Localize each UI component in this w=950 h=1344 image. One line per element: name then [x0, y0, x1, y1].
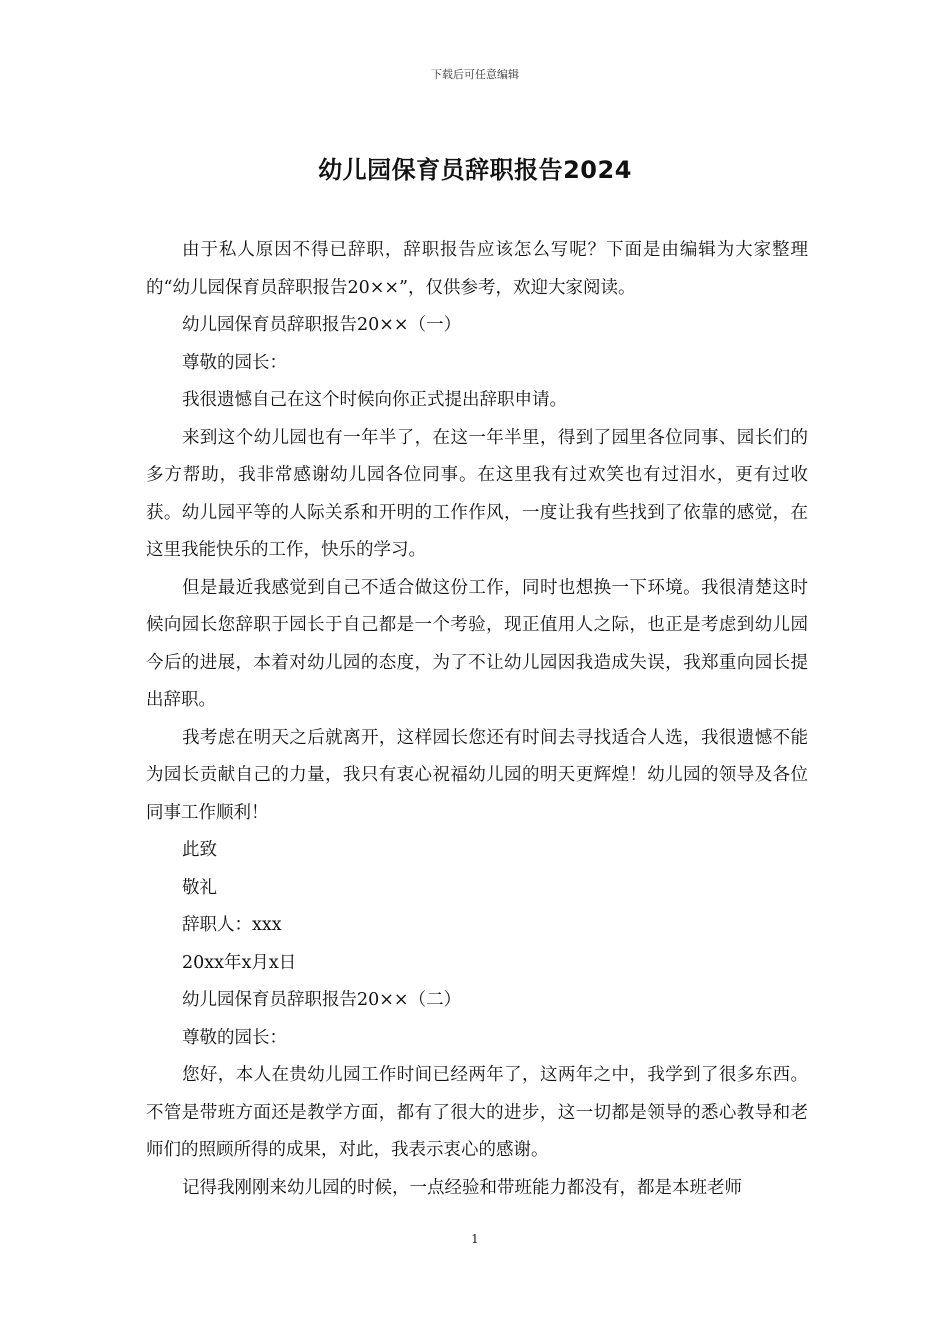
- paragraph: 您好，本人在贵幼儿园工作时间已经两年了，这两年之中，我学到了很多东西。不管是带班方面还是教学方面，都有了很大的进步，这一切都是领导的悉心教导和老师们的照顾所得的成果，对此，我表示衷心的感谢。: [146, 1065, 808, 1160]
- paragraph: 但是最近我感觉到自己不适合做这份工作，同时也想换一下环境。我很清楚这时候向园长您辞职于园长于自己都是一个考验，现正值用人之际，也正是考虑到幼儿园今后的进展，本着对幼儿园的态度，为了不让幼儿园因我造成失误，我郑重向园长提出辞职。: [146, 577, 808, 710]
- closing-line: 敬礼: [182, 877, 217, 898]
- paragraph: 我考虑在明天之后就离开，这样园长您还有时间去寻找适合人选，我很遗憾不能为园长贡献自己的力量，我只有衷心祝福幼儿园的明天更辉煌！幼儿园的领导及各位同事工作顺利！: [146, 727, 808, 823]
- salutation: 尊敬的园长：: [182, 1027, 287, 1048]
- header-note: 下载后可任意编辑: [431, 68, 519, 81]
- closing-line: 此致: [182, 840, 217, 860]
- section-heading: 幼儿园保育员辞职报告20××（二）: [182, 990, 462, 1010]
- paragraph: 由于私人原因不得已辞职，辞职报告应该怎么写呢？下面是由编辑为大家整理的“幼儿园保育员辞职报告20××”，仅供参考，欢迎大家阅读。: [146, 240, 808, 298]
- paragraph: 我很遗憾自己在这个时候向你正式提出辞职申请。: [182, 390, 567, 410]
- page-number: 1: [471, 1232, 479, 1246]
- document-body: [146, 232, 808, 1207]
- section-heading: 幼儿园保育员辞职报告20××（一）: [182, 315, 462, 335]
- paragraph: 来到这个幼儿园也有一年半了，在这一年半里，得到了园里各位同事、园长们的多方帮助，我非常感谢幼儿园各位同事。在这里我有过欢笑也有过泪水，更有过收获。幼儿园平等的人际关系和开明的工作作风，一度让我有些找到了依靠的感觉，在这里我能快乐的工作，快乐的学习。: [146, 427, 808, 560]
- salutation: 尊敬的园长：: [182, 352, 287, 373]
- date-line: 20xx年x月x日: [182, 952, 297, 973]
- signature-line: 辞职人：xxx: [182, 915, 282, 935]
- document-title: 幼儿园保育员辞职报告2024: [318, 156, 632, 184]
- paragraph: 记得我刚刚来幼儿园的时候，一点经验和带班能力都没有，都是本班老师: [182, 1177, 742, 1198]
